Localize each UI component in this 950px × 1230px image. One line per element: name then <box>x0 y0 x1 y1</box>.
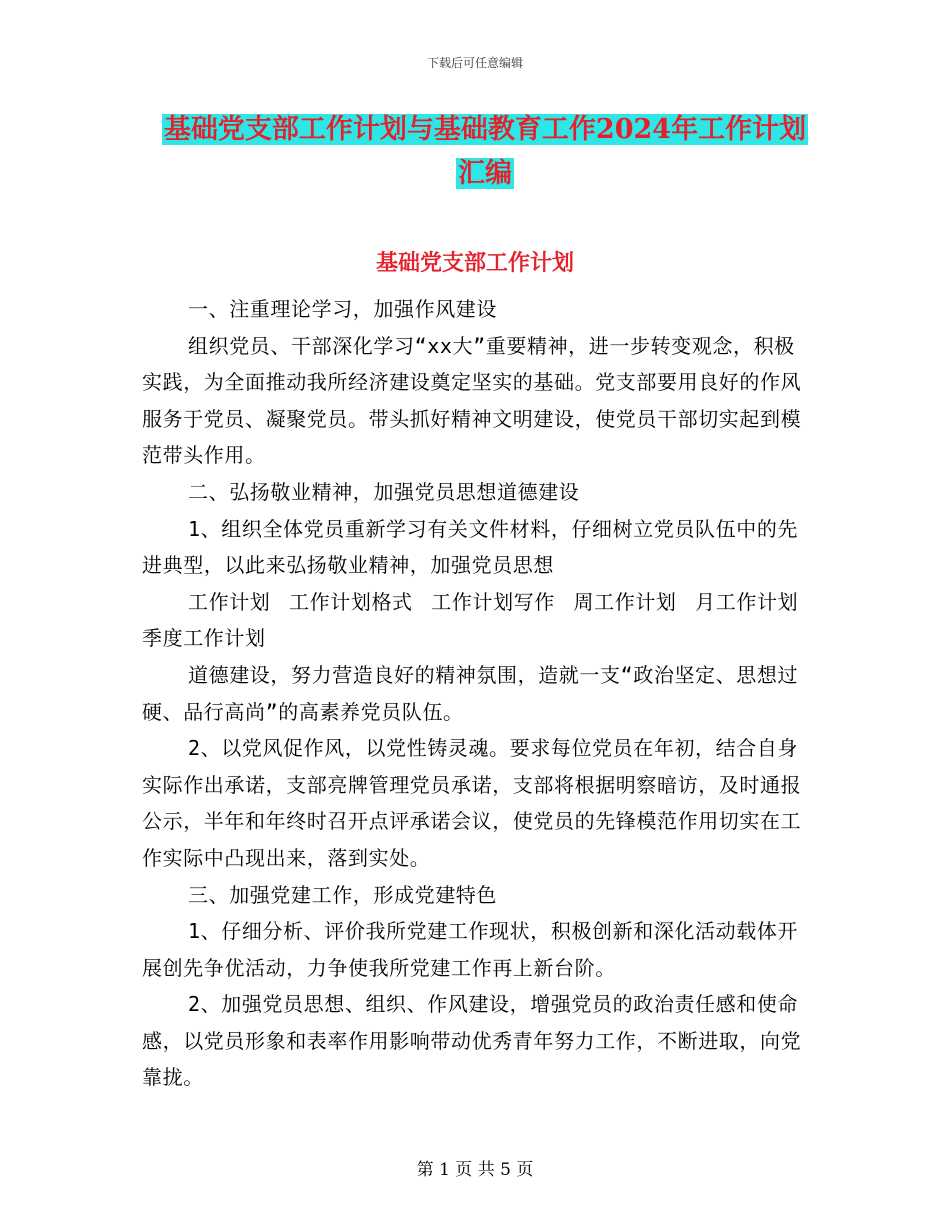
section-title: 基础党支部工作计划 <box>375 250 574 276</box>
heading-3: 三、加强党建工作，形成党建特色 <box>188 882 497 907</box>
document-title <box>140 108 830 196</box>
paragraph: 组织党员、干部深化学习“xx大”重要精神，进一步转变观念，积极实践，为全面推动我所经济建设奠定坚实的基础。党支部要用良好的作风服务于党员、凝聚党员。带头抓好精神文明建设，使党员干部切实起到模范带头作用。 <box>142 333 802 468</box>
paragraph: 2、加强党员思想、组织、作风建设，增强党员的政治责任感和使命感，以党员形象和表率作用影响带动优秀青年努力工作，不断进取，向党靠拢。 <box>142 992 802 1090</box>
paragraph: 1、仔细分析、评价我所党建工作现状，积极创新和深化活动载体开展创先争优活动，力争使我所党建工作再上新台阶。 <box>142 919 799 980</box>
document-title-line-1: 基础党支部工作计划与基础教育工作2024年工作计划 <box>163 114 807 145</box>
paragraph: 1、组织全体党员重新学习有关文件材料，仔细树立党员队伍中的先进典型，以此来弘扬敬业精神，加强党员思想 <box>142 516 799 578</box>
document-title-line-2: 汇编 <box>458 158 512 189</box>
document-body <box>142 291 810 1096</box>
heading-2: 二、弘扬敬业精神，加强党员思想道德建设 <box>188 479 580 504</box>
paragraph: 2、以党风促作风，以党性铸灵魂。要求每位党员在年初，结合自身实际作出承诺，支部亮牌管理党员承诺，支部将根据明察暗访，及时通报公示，半年和年终时召开点评承诺会议，使党员的先锋模范作用切实在工作实际中凸现出来，落到实处。 <box>142 736 802 870</box>
page-number-footer: 第 1 页 共 5 页 <box>416 1160 534 1180</box>
paragraph: 道德建设，努力营造良好的精神氛围，造就一支“政治坚定、思想过硬、品行高尚”的高素养党员队伍。 <box>142 662 799 724</box>
keyword-line: 工作计划 工作计划格式 工作计划写作 周工作计划 月工作计划 季度工作计划 <box>142 589 799 651</box>
header-note: 下载后可任意编辑 <box>426 56 523 70</box>
heading-1: 一、注重理论学习，加强作风建设 <box>188 297 497 321</box>
